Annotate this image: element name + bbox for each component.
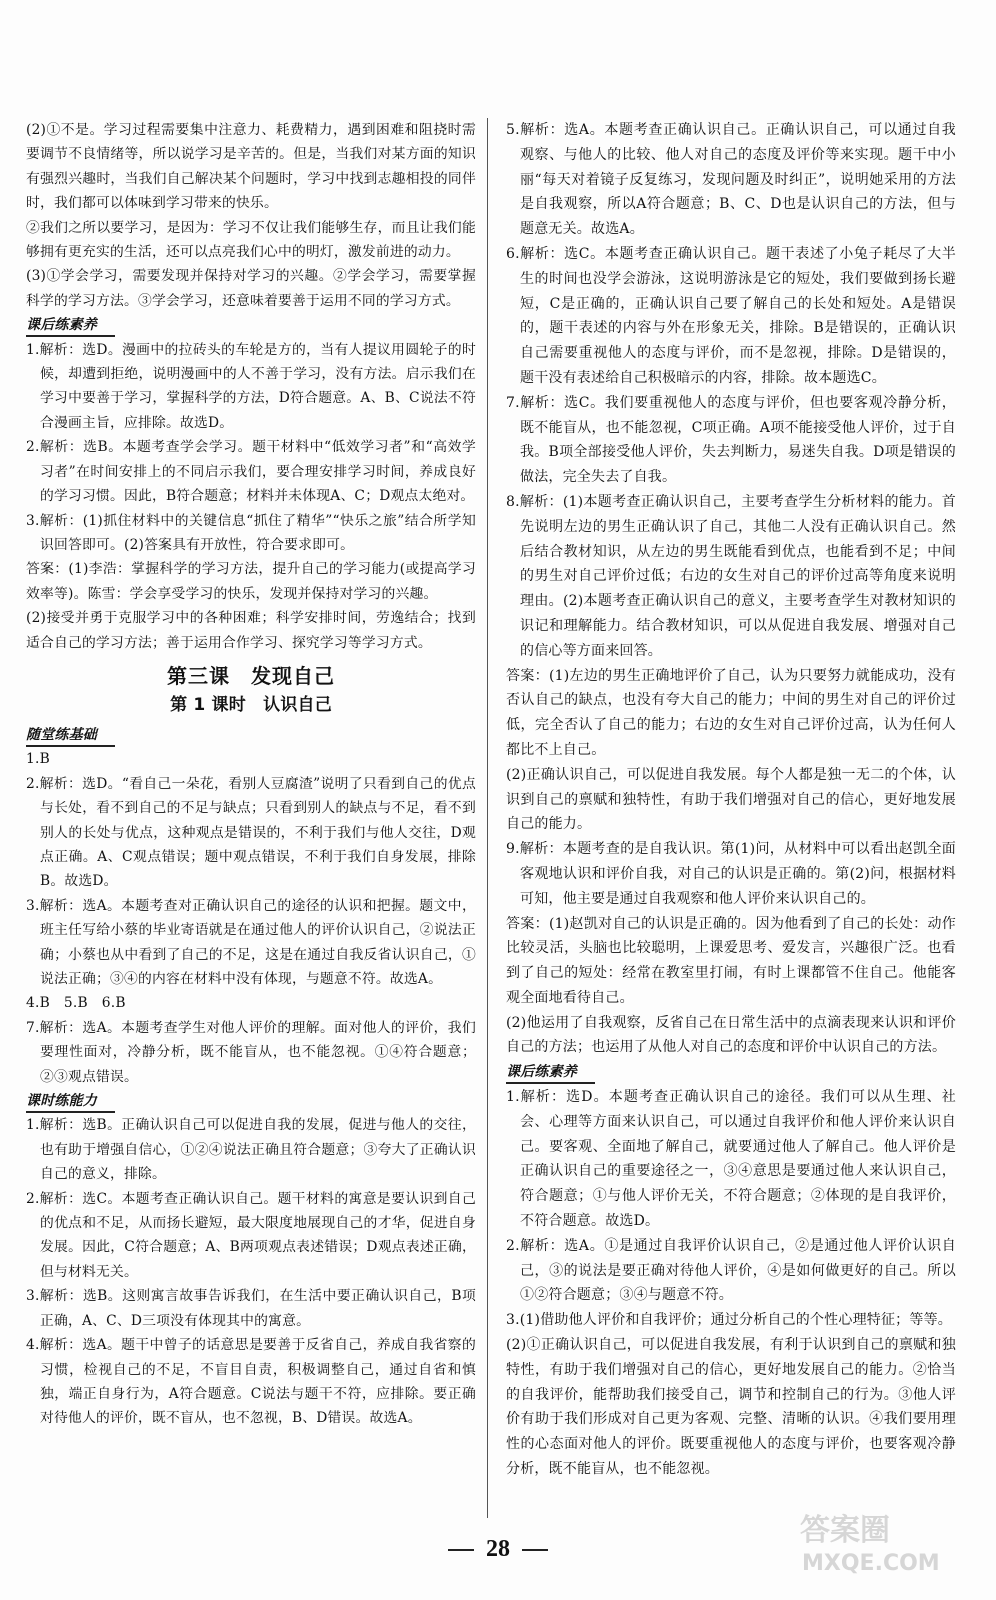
watermark-logo <box>796 1504 974 1578</box>
answer-item: 2.解析：选D。“看自己一朵花，看别人豆腐渣”说明了只看到自己的优点与长处，看不到自己的不足与缺点；只看到别人的缺点与不足，看不到别人的长处与优点，这种观点是错误的，不利于我们与他人交往，D观点正确。A、C观点错误；题中观点错误，不利于我们自身发展，排除B。故选D。 <box>26 775 476 890</box>
answer-item: 2.解析：选A。①是通过自我评价认识自己，②是通过他人评价认识自己，③的说法是要正确对待他人评价，④是如何做更好的自己。所以①②符合题意；③④与题意不符。 <box>506 1237 956 1304</box>
answer-paragraph: (2)①正确认识自己，可以促进自我发展，有利于认识到自己的禀赋和独特性，有助于我们增强对自己的信心，更好地发展自己的能力。②恰当的自我评价，能帮助我们接受自己，调节和控制自己的行为。③他人评价有助于我们形成对自己更为客观、完整、清晰的认识。④我们要用理性的心态面对他人的评价。既要重视他人的态度与评价，也要客观冷静分析，既不能盲从，也不能忽视。 <box>506 1337 956 1478</box>
answer-item: 1.解析：选B。正确认识自己可以促进自我的发展，促进与他人的交往，也有助于增强自信心，①②④说法正确且符合题意；③夸大了正确认识自己的意义，排除。 <box>26 1117 476 1183</box>
answer-paragraph: ②我们之所以要学习，是因为：学习不仅让我们能够生存，而且让我们能够拥有更充实的生活，还可以点亮我们心中的明灯，激发前进的动力。 <box>26 219 476 261</box>
dash-left <box>448 1549 474 1551</box>
section-heading: 课时练能力 <box>26 1091 115 1113</box>
answer-paragraph: 答案：(1)左边的男生正确地评价了自己，认为只要努力就能成功，没有否认自己的缺点，也没有夸大自己的能力；中间的男生对自己的评价过低，完全否认了自己的能力；右边的女生对自己评价过高，认为任何人都比不上自己。 <box>506 667 956 758</box>
answer-paragraph: (3)①学会学习，需要发现并保持对学习的兴趣。②学会学习，需要掌握科学的学习方法。③学会学习，还意味着要善于运用不同的学习方式。 <box>26 268 476 309</box>
section-heading: 随堂练基础 <box>26 725 115 747</box>
watermark-line2: MXQE.COM <box>802 1551 940 1576</box>
right-column <box>506 118 956 1482</box>
section-heading: 课后练素养 <box>506 1062 595 1084</box>
section-heading-wrap <box>506 1060 956 1085</box>
answer-paragraph: (2)接受并勇于克服学习中的各种困难；科学安排时间，劳逸结合；找到适合自己的学习方法；善于运用合作学习、探究学习等学习方式。 <box>26 610 476 651</box>
answer-paragraph: (2)①不是。学习过程需要集中注意力、耗费精力，遇到困难和阻挠时需要调节不良情绪等，所以说学习是辛苦的。但是，当我们对某方面的知识有强烈兴趣时，当我们自己解决某个问题时，学习中找到志趣相投的同伴时，我们都可以体味到学习带来的快乐。 <box>26 122 476 212</box>
lesson-title: 第三课 发现自己 <box>167 663 335 688</box>
answer-item: 2.解析：选C。本题考查正确认识自己。题干材料的寓意是要认识到自己的优点和不足，从而扬长避短，最大限度地展现自己的才华，促进自身发展。因此，C符合题意；A、B两项观点表述错误；D观点表述正确，但与材料无关。 <box>26 1190 476 1280</box>
answer-item: 1.解析：选D。本题考查正确认识自己的途径。我们可以从生理、社会、心理等方面来认识自己，可以通过自我评价和他人评价来认识自己。要客观、全面地了解自己，就要通过他人了解自己。他人评价是正确认识自己的重要途径之一，③④意思是要通过他人来认识自己，符合题意；①与他人评价无关，不符合题意；②体现的是自我评价，不符合题意。故选D。 <box>506 1089 956 1230</box>
answer-paragraph: 答案：(1)李浩：掌握科学的学习方法，提升自己的学习能力(或提高学习效率等)。陈雪：学会享受学习的快乐，发现并保持对学习的兴趣。 <box>26 561 476 602</box>
answer-item: 9.解析：本题考查的是自我认识。第(1)问，从材料中可以看出赵凯全面客观地认识和评价自我，对自己的认识是正确的。第(2)问，根据材料可知，他主要是通过自我观察和他人评价来认识自己的。 <box>506 841 956 907</box>
section-heading: 课后练素养 <box>26 315 115 337</box>
section-heading-wrap <box>26 313 476 337</box>
answer-paragraph: (2)正确认识自己，可以促进自我发展。每个人都是独一无二的个体，认识到自己的禀赋和独特性，有助于我们增强对自己的信心，更好地发展自己的能力。 <box>506 766 956 833</box>
answer-item: 5.解析：选A。本题考查正确认识自己。正确认识自己，可以通过自我观察、与他人的比较、他人对自己的态度及评价等来实现。题干中小丽“每天对着镜子反复练习，发现问题及时纠正”，说明她采用的方法是自我观察，所以A符合题意；B、C、D也是认识自己的方法，但与题意无关。故选A。 <box>506 122 956 238</box>
section-heading-wrap <box>26 1089 476 1113</box>
answer-item: 6.解析：选C。本题考查正确认识自己。题干表述了小兔子耗尽了大半生的时间也没学会游泳，这说明游泳是它的短处，我们要做到扬长避短，C是正确的，正确认识自己要了解自己的长处和短处。A是错误的，题干表述的内容与外在形象无关，排除。B是错误的，正确认识自己需要重视他人的态度与评价，而不是忽视，排除。D是错误的，题干没有表述给自己积极暗示的内容，排除。故本题选C。 <box>506 245 956 386</box>
column-divider <box>487 118 488 1518</box>
answer-item: 3.解析：选B。这则寓言故事告诉我们，在生活中要正确认识自己，B项正确，A、C、D三项没有体现其中的寓意。 <box>26 1288 476 1329</box>
answer-item: 1.解析：选D。漫画中的拉砖头的车轮是方的，当有人提议用圆轮子的时候，却遭到拒绝，说明漫画中的人不善于学习，没有方法。启示我们在学习中要善于学习，掌握科学的方法，D符合题意。A、B、C说法不符合漫画主旨，应排除。故选D。 <box>26 341 476 431</box>
answer-item: 7.解析：选A。本题考查学生对他人评价的理解。面对他人的评价，我们要理性面对，冷静分析，既不能盲从，也不能忽视。①④符合题意；②③观点错误。 <box>26 1019 476 1085</box>
left-column <box>26 118 476 1431</box>
dash-right <box>522 1549 548 1551</box>
answer-item: 3.(1)借助他人评价和自我评价；通过分析自己的个性心理特征；等等。 <box>506 1312 952 1329</box>
answer-item: 2.解析：选B。本题考查学会学习。题干材料中“低效学习者”和“高效学习者”在时间安排上的不同启示我们，要合理安排学习时间，养成良好的学习习惯。因此，B符合题意；材料并未体现A、C；D观点太绝对。 <box>26 439 476 505</box>
answer-item: 3.解析：选A。本题考查对正确认识自己的途径的认识和把握。题文中，班主任写给小蔡的毕业寄语就是在通过他人的评价认识自己，②说法正确；小蔡也从中看到了自己的不足，这是在通过自我反省认识自己，①说法正确；③④的内容在材料中没有体现，与题意不符。故选A。 <box>26 897 476 987</box>
answer-paragraph: 答案：(1)赵凯对自己的认识是正确的。因为他看到了自己的长处：动作比较灵活，头脑也比较聪明，上课爱思考、爱发言，兴趣很广泛。也看到了自己的短处：经常在教室里打闹，有时上课都管不住自己。他能客观全面地看待自己。 <box>506 915 956 1006</box>
watermark-line1: 答案圈 <box>800 1513 890 1548</box>
answer-item: 7.解析：选C。我们要重视他人的态度与评价，但也要客观冷静分析，既不能盲从，也不能忽视，C项正确。A项不能接受他人评价，过于自我。B项全部接受他人评价，失去判断力，易迷失自我。D项是错误的做法，完全失去了自我。 <box>506 394 956 486</box>
answer-item: 4.B 5.B 6.B <box>26 995 126 1012</box>
answer-item: 3.解析：(1)抓住材料中的关键信息“抓住了精华”“快乐之旅”结合所学知识回答即可。(2)答案具有开放性，符合要求即可。 <box>26 512 476 553</box>
section-heading-wrap <box>26 723 476 747</box>
answer-item: 8.解析：(1)本题考查正确认识自己，主要考查学生分析材料的能力。首先说明左边的男生正确认识了自己，其他二人没有正确认识自己。然后结合教材知识，从左边的男生既能看到优点，也能看到不足；中间的男生对自己评价过低；右边的女生对自己的评价过高等角度来说明理由。(2)本题考查正确认识自己的意义，主要考查学生对教材知识的识记和理解能力。结合教材知识，可以从促进自我发展、增强对自己的信心等方面来回答。 <box>506 493 956 659</box>
answer-item: 4.解析：选A。题干中曾子的话意思是要善于反省自己，养成自我省察的习惯，检视自己的不足，不盲目自责，积极调整自己，通过自省和慎独，端正自身行为，A符合题意。C说法与题干不符，应排除。要正确对待他人的评价，既不盲从，也不忽视，B、D错误。故选A。 <box>26 1337 476 1427</box>
page-number: 28 <box>486 1536 510 1562</box>
period-title: 第 1 课时 认识自己 <box>170 694 332 715</box>
answer-item: 1.B <box>26 751 50 768</box>
answer-paragraph: (2)他运用了自我观察，反省自己在日常生活中的点滴表现来认识和评价自己的方法；也运用了从他人对自己的态度和评价中认识自己的方法。 <box>506 1014 956 1056</box>
